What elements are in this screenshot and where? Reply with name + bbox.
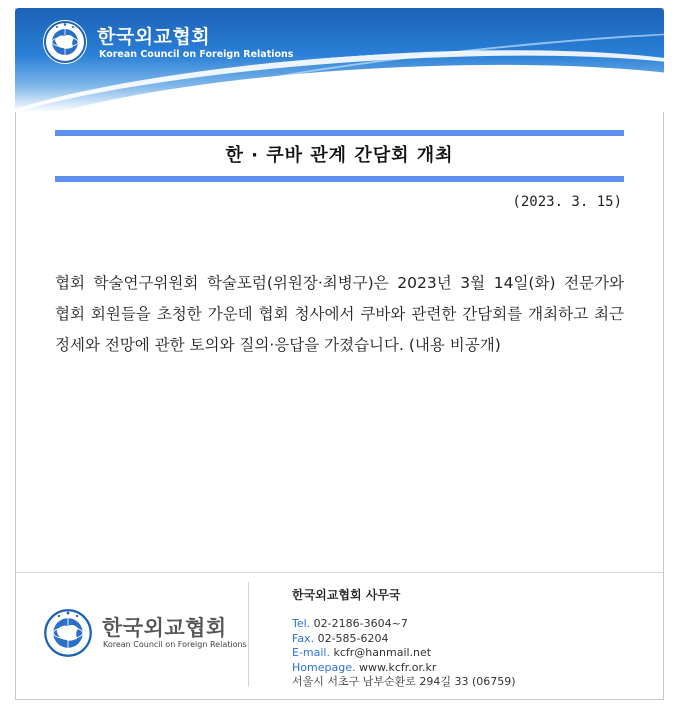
contact-homepage xyxy=(292,661,516,676)
article-date: (2023. 3. 15) xyxy=(512,194,622,210)
contact-address: 서울시 서초구 남부순환로 294길 33 (06759) xyxy=(292,675,516,688)
email-link[interactable]: kcfr@hanmail.net xyxy=(333,646,432,659)
header-banner xyxy=(15,8,664,112)
header-brand-korean: 한국외교협회 xyxy=(97,26,211,48)
tel-label: Tel. xyxy=(292,617,311,630)
contact-email xyxy=(292,646,516,661)
tel-value: 02-2186-3604~7 xyxy=(313,617,408,630)
title-bar-bottom xyxy=(55,176,624,182)
contact-tel xyxy=(292,617,516,632)
email-label: E-mail. xyxy=(292,646,330,659)
contact-fax xyxy=(292,632,516,647)
globe-emblem-icon xyxy=(43,608,93,658)
footer-divider xyxy=(248,582,249,687)
fax-label: Fax. xyxy=(292,631,315,645)
homepage-label: Homepage. xyxy=(292,660,356,674)
globe-emblem-icon xyxy=(43,20,87,64)
contact-info xyxy=(292,617,516,690)
footer-brand-english: Korean Council on Foreign Relations xyxy=(103,640,247,649)
fax-value: 02-585-6204 xyxy=(317,631,389,645)
article-title: 한 · 쿠바 관계 간담회 개최 xyxy=(225,145,454,166)
homepage-link[interactable]: www.kcfr.or.kr xyxy=(358,660,437,674)
footer-separator xyxy=(16,572,663,573)
header-brand-english: Korean Council on Foreign Relations xyxy=(99,49,294,60)
office-name: 한국외교협회 사무국 xyxy=(292,588,401,602)
footer-brand-korean: 한국외교협회 xyxy=(102,616,227,640)
article-body: 협회 학술연구위원회 학술포럼(위원장·최병구)은 2023년 3월 14일(화) 전문가와 협회 회원들을 초청한 가운데 협회 청사에서 쿠바와 관련한 간담회를 개최하고 최근 정세와 전망에 관한 토의와 질의·응답을 가졌습니다. (내용 비공개) xyxy=(55,274,624,354)
